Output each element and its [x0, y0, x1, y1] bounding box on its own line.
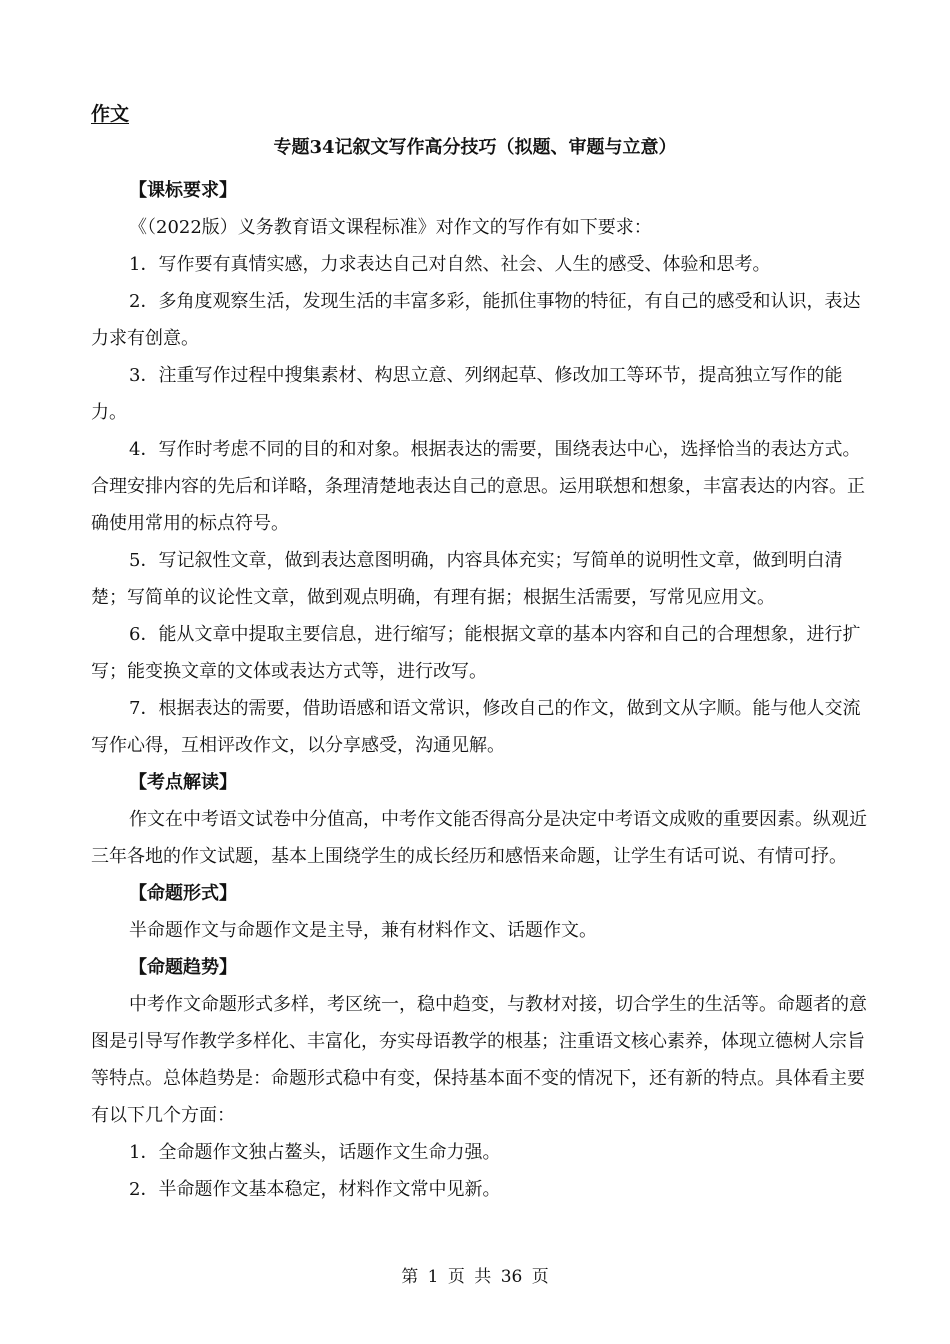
- heading-question-format: 【命题形式】: [129, 883, 237, 904]
- paragraph: 中考作文命题形式多样，考区统一，稳中趋变，与教材对接，切合学生的生活等。命题者的意图是引导写作教学多样化、丰富化，夯实母语教学的根基；注重语文核心素养，体现立德树人宗旨等特点。总体趋势是：命题形式稳中有变，保持基本面不变的情况下，还有新的特点。具体看主要有以下几个方面：: [91, 994, 867, 1126]
- document-body: [91, 172, 875, 1208]
- list-item: 4．写作时考虑不同的目的和对象。根据表达的需要，围绕表达中心，选择恰当的表达方式。合理安排内容的先后和详略，条理清楚地表达自己的意思。运用联想和想象，丰富表达的内容。正确使用常用的标点符号。: [91, 439, 865, 534]
- list-item: 2．多角度观察生活，发现生活的丰富多彩，能抓住事物的特征，有自己的感受和认识，表达力求有创意。: [91, 291, 861, 349]
- heading-question-trend: 【命题趋势】: [129, 957, 237, 978]
- paragraph: 半命题作文与命题作文是主导，兼有材料作文、话题作文。: [129, 920, 597, 941]
- list-item: 3．注重写作过程中搜集素材、构思立意、列纲起草、修改加工等环节，提高独立写作的能力。: [91, 365, 843, 423]
- list-item: 2．半命题作文基本稳定，材料作文常中见新。: [129, 1179, 501, 1200]
- list-item: 7．根据表达的需要，借助语感和语文常识，修改自己的作文，做到文从字顺。能与他人交流写作心得，互相评改作文，以分享感受，沟通见解。: [91, 698, 861, 756]
- page-number-footer: 第 1 页 共 36 页: [401, 1267, 549, 1287]
- list-item: 5．写记叙性文章，做到表达意图明确，内容具体充实；写简单的说明性文章，做到明白清楚；写简单的议论性文章，做到观点明确，有理有据；根据生活需要，写常见应用文。: [91, 550, 843, 608]
- paragraph: 作文在中考语文试卷中分值高，中考作文能否得高分是决定中考语文成败的重要因素。纵观近三年各地的作文试题，基本上围绕学生的成长经历和感悟来命题，让学生有话可说、有情可抒。: [91, 809, 867, 867]
- paragraph: 《（2022版）义务教育语文课程标准》对作文的写作有如下要求：: [129, 217, 652, 238]
- list-item: 1．全命题作文独占鳌头，话题作文生命力强。: [129, 1142, 501, 1163]
- heading-exam-interpretation: 【考点解读】: [129, 772, 237, 793]
- heading-curriculum-requirements: 【课标要求】: [129, 180, 237, 201]
- document-title: 专题34记叙文写作高分技巧（拟题、审题与立意）: [273, 137, 677, 158]
- section-label: 作文: [91, 103, 130, 125]
- list-item: 1．写作要有真情实感，力求表达自己对自然、社会、人生的感受、体验和思考。: [129, 254, 771, 275]
- list-item: 6．能从文章中提取主要信息，进行缩写；能根据文章的基本内容和自己的合理想象，进行扩写；能变换文章的文体或表达方式等，进行改写。: [91, 624, 861, 682]
